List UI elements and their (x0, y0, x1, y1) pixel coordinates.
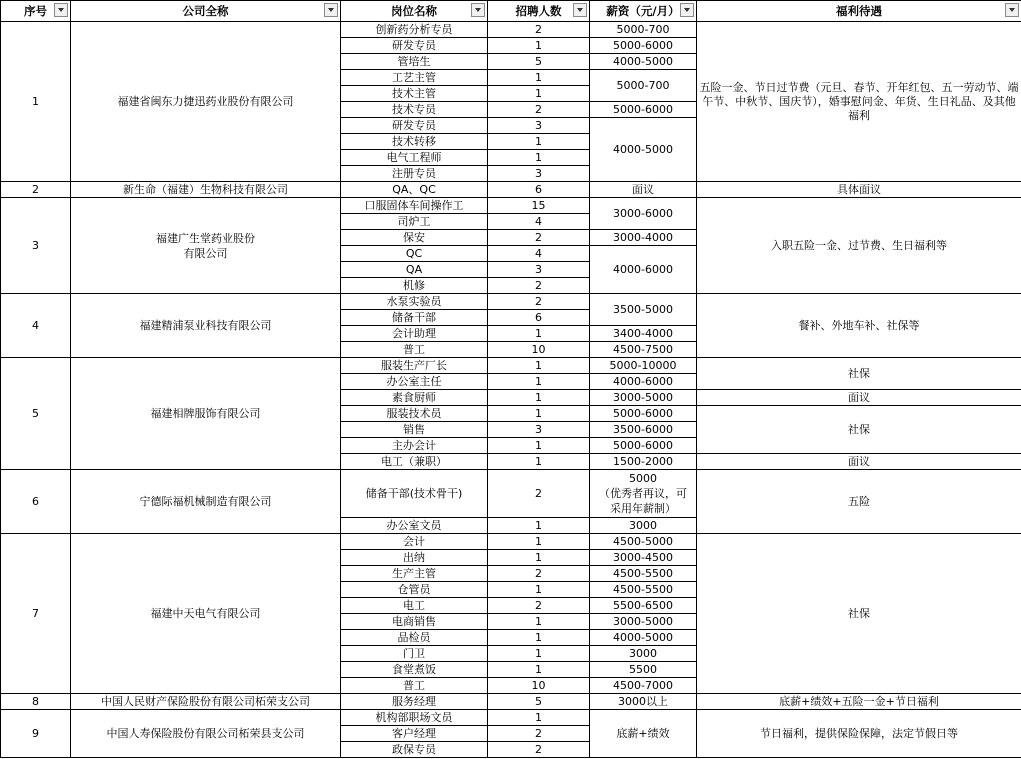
cell-salary[interactable]: 3500-5000 (590, 294, 697, 326)
cell-count[interactable]: 2 (488, 566, 590, 582)
cell-company[interactable]: 福建省闽东力捷迅药业股份有限公司 (71, 22, 341, 182)
cell-benefits[interactable]: 社保 (697, 406, 1021, 454)
cell-count[interactable]: 5 (488, 694, 590, 710)
cell-position[interactable]: 机修 (341, 278, 488, 294)
cell-count[interactable]: 1 (488, 326, 590, 342)
cell-company[interactable]: 福建相牌服饰有限公司 (71, 358, 341, 470)
cell-count[interactable]: 10 (488, 342, 590, 358)
table-row (1, 358, 1021, 374)
cell-salary[interactable]: 5000-6000 (590, 102, 697, 118)
cell-count[interactable]: 5 (488, 54, 590, 70)
company-name-line: 福建广生堂药业股份 (156, 231, 255, 245)
table-row (1, 294, 1021, 310)
cell-salary[interactable]: 4000-5000 (590, 54, 697, 70)
cell-position[interactable]: 政保专员 (341, 742, 488, 758)
cell-position[interactable]: 销售 (341, 422, 488, 438)
cell-count[interactable]: 2 (488, 742, 590, 758)
cell-no[interactable]: 8 (1, 694, 71, 710)
header-count: 招聘人数 (488, 1, 590, 22)
table-row (1, 182, 1021, 198)
cell-position[interactable]: 会计 (341, 534, 488, 550)
cell-benefits[interactable]: 入职五险一金、过节费、生日福利等 (697, 198, 1021, 294)
cell-company[interactable]: 福建精浦泵业科技有限公司 (71, 294, 341, 358)
salary-line: 5000 (629, 472, 657, 485)
cell-company[interactable]: 中国人寿保险股份有限公司柘荣县支公司 (71, 710, 341, 758)
cell-position[interactable]: 技术转移 (341, 134, 488, 150)
cell-count[interactable]: 3 (488, 118, 590, 134)
company-name-line: 有限公司 (183, 246, 228, 260)
cell-position[interactable]: 素食厨师 (341, 390, 488, 406)
cell-count[interactable]: 1 (488, 150, 590, 166)
cell-position[interactable]: 电工（兼职） (341, 454, 488, 470)
cell-no[interactable]: 6 (1, 470, 71, 534)
cell-company[interactable]: 宁德际福机械制造有限公司 (71, 470, 341, 534)
cell-count[interactable]: 1 (488, 406, 590, 422)
cell-salary[interactable]: 4000-6000 (590, 246, 697, 294)
cell-count[interactable]: 1 (488, 710, 590, 726)
header-row (1, 1, 1021, 22)
cell-count[interactable]: 2 (488, 230, 590, 246)
cell-position[interactable]: 普工 (341, 342, 488, 358)
filter-dropdown-icon[interactable] (324, 3, 338, 17)
cell-count[interactable]: 2 (488, 22, 590, 38)
cell-position[interactable]: 电商销售 (341, 614, 488, 630)
cell-position[interactable]: 保安 (341, 230, 488, 246)
cell-position[interactable]: 创新药分析专员 (341, 22, 488, 38)
cell-benefits[interactable]: 具体面议 (697, 182, 1021, 198)
cell-salary[interactable]: 5000-700 (590, 70, 697, 102)
cell-position[interactable]: 服装生产厂长 (341, 358, 488, 374)
cell-count[interactable]: 2 (488, 470, 590, 518)
filter-dropdown-icon[interactable] (1005, 3, 1019, 17)
cell-count[interactable]: 3 (488, 422, 590, 438)
cell-count[interactable]: 1 (488, 646, 590, 662)
cell-benefits[interactable]: 餐补、外地车补、社保等 (697, 294, 1021, 358)
cell-count[interactable]: 1 (488, 662, 590, 678)
cell-count[interactable]: 1 (488, 454, 590, 470)
cell-salary[interactable]: 4500-5500 (590, 582, 697, 598)
cell-position[interactable]: 服务经理 (341, 694, 488, 710)
cell-no[interactable]: 4 (1, 294, 71, 358)
cell-position[interactable]: 工艺主管 (341, 70, 488, 86)
cell-benefits[interactable]: 社保 (697, 534, 1021, 694)
cell-count[interactable]: 15 (488, 198, 590, 214)
header-benefits: 福利待遇 (697, 1, 1021, 22)
cell-count[interactable]: 2 (488, 278, 590, 294)
cell-benefits[interactable]: 五险 (697, 470, 1021, 534)
table-row (1, 534, 1021, 550)
cell-no[interactable]: 9 (1, 710, 71, 758)
cell-count[interactable]: 1 (488, 438, 590, 454)
cell-count[interactable]: 1 (488, 390, 590, 406)
cell-position[interactable]: 电气工程师 (341, 150, 488, 166)
cell-position[interactable]: 水泵实验员 (341, 294, 488, 310)
cell-count[interactable]: 3 (488, 262, 590, 278)
cell-count[interactable]: 4 (488, 214, 590, 230)
cell-position[interactable]: 储备干部(技术骨干) (341, 470, 488, 518)
cell-position[interactable]: 服装技术员 (341, 406, 488, 422)
cell-salary[interactable]: 4000-6000 (590, 374, 697, 390)
cell-salary[interactable]: 4000-5000 (590, 118, 697, 182)
cell-salary[interactable]: 3000-5000 (590, 614, 697, 630)
cell-company[interactable]: 中国人民财产保险股份有限公司柘荣支公司 (71, 694, 341, 710)
cell-salary[interactable]: 4500-7500 (590, 342, 697, 358)
cell-position[interactable]: 研发专员 (341, 38, 488, 54)
cell-position[interactable]: 司炉工 (341, 214, 488, 230)
cell-position[interactable]: 办公室主任 (341, 374, 488, 390)
cell-position[interactable]: 会计助理 (341, 326, 488, 342)
cell-salary[interactable]: 3000-4000 (590, 230, 697, 246)
cell-count[interactable]: 2 (488, 598, 590, 614)
cell-count[interactable]: 1 (488, 582, 590, 598)
cell-company[interactable]: 新生命（福建）生物科技有限公司 (71, 182, 341, 198)
cell-count[interactable]: 1 (488, 630, 590, 646)
cell-position[interactable]: 技术主管 (341, 86, 488, 102)
cell-position[interactable]: 客户经理 (341, 726, 488, 742)
cell-salary[interactable]: 5000-6000 (590, 38, 697, 54)
cell-benefits[interactable]: 五险一金、节日过节费（元旦、春节、开年红包、五一劳动节、端午节、中秋节、国庆节），婚事慰问金、年货、生日礼品、及其他福利 (697, 22, 1021, 182)
cell-no[interactable]: 3 (1, 198, 71, 294)
cell-count[interactable]: 1 (488, 38, 590, 54)
cell-count[interactable]: 1 (488, 374, 590, 390)
cell-salary[interactable]: 3500-6000 (590, 422, 697, 438)
cell-position[interactable]: 门卫 (341, 646, 488, 662)
cell-position[interactable]: QA、QC (341, 182, 488, 198)
cell-position[interactable]: 研发专员 (341, 118, 488, 134)
cell-benefits[interactable]: 面议 (697, 454, 1021, 470)
cell-count[interactable]: 1 (488, 550, 590, 566)
cell-count[interactable]: 3 (488, 166, 590, 182)
salary-line: 采用年薪制） (610, 502, 676, 515)
cell-count[interactable]: 2 (488, 726, 590, 742)
cell-count[interactable]: 4 (488, 246, 590, 262)
cell-salary[interactable]: 4000-5000 (590, 630, 697, 646)
table-row (1, 710, 1021, 726)
cell-count[interactable]: 2 (488, 294, 590, 310)
filter-dropdown-icon[interactable] (471, 3, 485, 17)
header-company: 公司全称 (71, 1, 341, 22)
cell-salary[interactable]: 3000-5000 (590, 390, 697, 406)
cell-no[interactable]: 5 (1, 358, 71, 470)
cell-salary[interactable]: 5500 (590, 662, 697, 678)
cell-position[interactable]: 口服固体车间操作工 (341, 198, 488, 214)
header-no: 序号 (1, 1, 71, 22)
cell-salary[interactable]: 5000-10000 (590, 358, 697, 374)
header-position: 岗位名称 (341, 1, 488, 22)
cell-salary[interactable]: 4500-5500 (590, 566, 697, 582)
cell-position[interactable]: 办公室文员 (341, 518, 488, 534)
cell-benefits[interactable]: 底薪+绩效+五险一金+节日福利 (697, 694, 1021, 710)
cell-salary[interactable]: 3000以上 (590, 694, 697, 710)
header-salary: 薪资（元/月） (590, 1, 697, 22)
salary-line: （优秀者再议，可 (599, 487, 687, 500)
cell-benefits[interactable]: 节日福利，提供保险保障，法定节假日等 (697, 710, 1021, 758)
cell-position[interactable]: 机构部职场文员 (341, 710, 488, 726)
table-row (1, 470, 1021, 518)
cell-salary[interactable]: 4500-7000 (590, 678, 697, 694)
cell-count[interactable]: 1 (488, 86, 590, 102)
cell-company[interactable] (71, 198, 341, 294)
cell-position[interactable]: 电工 (341, 598, 488, 614)
cell-position[interactable]: 管培生 (341, 54, 488, 70)
cell-company[interactable]: 福建中天电气有限公司 (71, 534, 341, 694)
cell-salary[interactable] (590, 470, 697, 518)
cell-salary[interactable]: 5000-6000 (590, 406, 697, 422)
table-row (1, 22, 1021, 38)
cell-salary[interactable]: 3400-4000 (590, 326, 697, 342)
table-row (1, 198, 1021, 214)
cell-salary[interactable]: 4500-5000 (590, 534, 697, 550)
cell-salary[interactable]: 5500-6500 (590, 598, 697, 614)
cell-count[interactable]: 1 (488, 534, 590, 550)
cell-position[interactable]: QC (341, 246, 488, 262)
cell-salary[interactable]: 3000-4500 (590, 550, 697, 566)
cell-salary[interactable]: 3000 (590, 646, 697, 662)
cell-count[interactable]: 1 (488, 134, 590, 150)
cell-benefits[interactable]: 面议 (697, 390, 1021, 406)
cell-position[interactable]: 注册专员 (341, 166, 488, 182)
cell-count[interactable]: 6 (488, 310, 590, 326)
cell-position[interactable]: 出纳 (341, 550, 488, 566)
cell-count[interactable]: 2 (488, 102, 590, 118)
cell-count[interactable]: 1 (488, 358, 590, 374)
cell-position[interactable]: 技术专员 (341, 102, 488, 118)
cell-benefits[interactable]: 社保 (697, 358, 1021, 390)
cell-salary[interactable]: 3000-6000 (590, 198, 697, 230)
cell-position[interactable]: 主办会计 (341, 438, 488, 454)
cell-count[interactable]: 1 (488, 70, 590, 86)
cell-position[interactable]: 生产主管 (341, 566, 488, 582)
cell-count[interactable]: 1 (488, 614, 590, 630)
filter-dropdown-icon[interactable] (573, 3, 587, 17)
cell-salary[interactable]: 3000 (590, 518, 697, 534)
cell-count[interactable]: 6 (488, 182, 590, 198)
filter-dropdown-icon[interactable] (54, 3, 68, 17)
cell-position[interactable]: QA (341, 262, 488, 278)
filter-dropdown-icon[interactable] (680, 3, 694, 17)
cell-position[interactable]: 品检员 (341, 630, 488, 646)
cell-count[interactable]: 1 (488, 518, 590, 534)
cell-position[interactable]: 仓管员 (341, 582, 488, 598)
cell-count[interactable]: 10 (488, 678, 590, 694)
cell-salary[interactable]: 底薪+绩效 (590, 710, 697, 758)
cell-no[interactable]: 2 (1, 182, 71, 198)
cell-position[interactable]: 储备干部 (341, 310, 488, 326)
table-row (1, 694, 1021, 710)
cell-position[interactable]: 普工 (341, 678, 488, 694)
cell-no[interactable]: 7 (1, 534, 71, 694)
cell-salary[interactable]: 5000-6000 (590, 438, 697, 454)
cell-position[interactable]: 食堂煮饭 (341, 662, 488, 678)
cell-salary[interactable]: 5000-700 (590, 22, 697, 38)
cell-salary[interactable]: 1500-2000 (590, 454, 697, 470)
cell-salary[interactable]: 面议 (590, 182, 697, 198)
cell-no[interactable]: 1 (1, 22, 71, 182)
